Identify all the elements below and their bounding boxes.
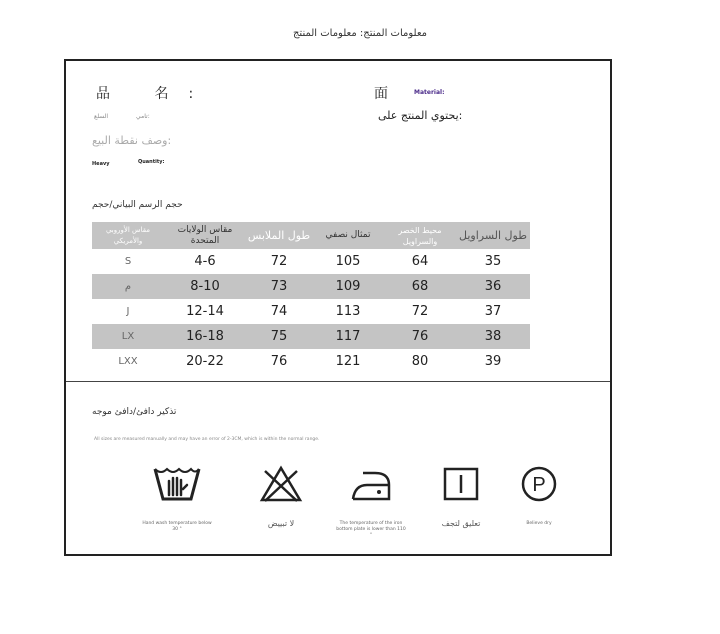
section-divider bbox=[66, 381, 610, 382]
header-eu-size: مقاس الأوروبي والأمريكي bbox=[92, 222, 164, 249]
header-bust: تمثال نصفي bbox=[312, 222, 384, 249]
table-row bbox=[92, 249, 530, 274]
goods-label: السلع bbox=[94, 113, 109, 120]
tami-label: تامي: bbox=[136, 113, 150, 120]
dry-clean-icon bbox=[519, 465, 559, 503]
table-cell: 75 bbox=[246, 324, 312, 349]
table-cell: 4-6 bbox=[194, 254, 216, 269]
table-cell: 74 bbox=[270, 304, 288, 319]
table-cell: 39 bbox=[484, 354, 502, 369]
table-cell: 37 bbox=[484, 304, 502, 319]
reminder-title: تذكير دافئ/دافئ موجه bbox=[92, 407, 177, 417]
header-waist: محيط الخصر والسراويل bbox=[384, 222, 456, 249]
table-row bbox=[92, 274, 530, 299]
table-cell: 113 bbox=[335, 304, 361, 319]
table-cell: 68 bbox=[384, 274, 456, 299]
care-item-iron bbox=[336, 465, 406, 539]
size-section-label: حجم الرسم البياني/حجم bbox=[92, 200, 183, 210]
table-cell: 64 bbox=[411, 254, 429, 269]
page-title: معلومات المنتج: معلومات المنتج bbox=[292, 28, 428, 39]
table-cell: 76 bbox=[384, 324, 456, 349]
table-cell: 80 bbox=[411, 354, 429, 369]
heavy-label: Heavy bbox=[92, 161, 110, 167]
table-cell: 16-18 bbox=[164, 324, 246, 349]
table-cell: 72 bbox=[270, 254, 288, 269]
table-cell: LXX bbox=[118, 356, 138, 367]
table-cell: م bbox=[92, 274, 164, 299]
header-clothes-length: طول الملابس bbox=[246, 222, 312, 249]
header-pants-length: طول السراويل bbox=[456, 222, 530, 249]
table-cell: 8-10 bbox=[164, 274, 246, 299]
material-label: Material: bbox=[414, 89, 445, 96]
measurement-note: All sizes are measured manually and may have an error of 2-3CM, which is within the normal range. bbox=[94, 437, 320, 442]
product-info-card bbox=[64, 59, 612, 556]
table-cell: J bbox=[126, 306, 130, 317]
care-item-hang-dry bbox=[426, 465, 496, 527]
header-us-size: مقاس الولايات المتحدة bbox=[164, 222, 246, 249]
table-cell: 105 bbox=[335, 254, 361, 269]
table-cell: 35 bbox=[484, 254, 502, 269]
table-cell: 121 bbox=[335, 354, 361, 369]
care-item-hand-wash bbox=[142, 465, 212, 533]
iron-icon bbox=[349, 465, 393, 503]
table-cell: 73 bbox=[246, 274, 312, 299]
table-cell: 36 bbox=[456, 274, 530, 299]
care-item-no-bleach bbox=[246, 465, 316, 527]
fabric-label: 面 bbox=[374, 86, 388, 102]
table-cell: 72 bbox=[411, 304, 429, 319]
hand-wash-icon bbox=[153, 465, 201, 503]
care-caption: Hand wash temperature below 30 ° bbox=[142, 521, 212, 532]
table-cell: S bbox=[124, 256, 132, 267]
table-cell: 76 bbox=[270, 354, 288, 369]
no-bleach-icon bbox=[259, 465, 303, 503]
size-table bbox=[92, 222, 530, 374]
selling-point-label: وصف نقطة البيع: bbox=[92, 134, 172, 147]
table-cell: LX bbox=[92, 324, 164, 349]
care-caption: تعليق لتجف bbox=[441, 519, 481, 528]
table-cell: 117 bbox=[312, 324, 384, 349]
care-caption: The temperature of the iron bottom plate is lower than 110 ° bbox=[336, 521, 406, 538]
care-item-dry-clean bbox=[504, 465, 574, 527]
svg-text:P: P bbox=[532, 474, 546, 496]
quantity-label: Quantity: bbox=[138, 159, 165, 165]
table-cell: 109 bbox=[312, 274, 384, 299]
table-cell: 20-22 bbox=[186, 354, 224, 369]
care-caption: Believe dry bbox=[526, 521, 552, 526]
table-row bbox=[92, 349, 530, 374]
contains-label: يحتوي المنتج على: bbox=[378, 109, 463, 122]
table-header-row bbox=[92, 222, 530, 249]
table-row bbox=[92, 324, 530, 349]
table-cell: 38 bbox=[456, 324, 530, 349]
care-caption: لا تبييض bbox=[267, 519, 295, 528]
table-cell: 12-14 bbox=[186, 304, 224, 319]
table-row bbox=[92, 299, 530, 324]
product-name-label: 品 名: bbox=[96, 86, 214, 102]
hang-dry-icon bbox=[441, 465, 481, 503]
